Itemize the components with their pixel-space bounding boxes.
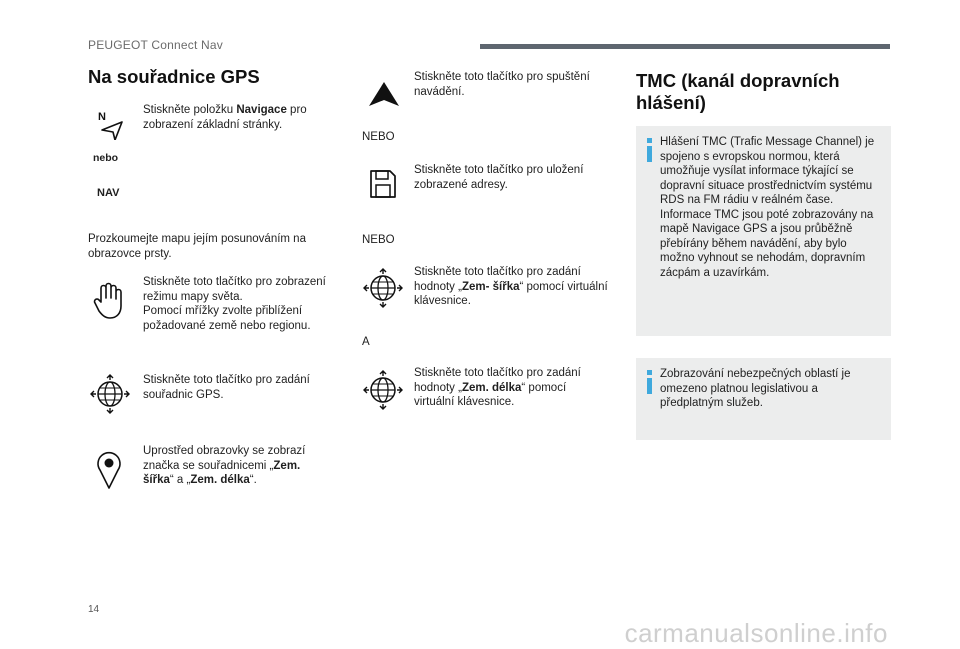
info-note-tmc-text: Hlášení TMC (Trafic Message Channel) je spojeno s evropskou normou, která umožňuje vysílat informace týkající se dopravní situace prostřednictvím systému RDS na FM rádiu v reálném čase. Informace TMC jsou poté zobrazovány na mapě Navigace GPS a jsou průběžně přebírány během navádění, aby bylo možno vyhnout se nehodám, dopravním zácpám a uzavírkám. — [660, 136, 875, 279]
left-paragraph-4: Stiskněte toto tlačítko pro zadání souřadnic GPS. — [143, 374, 310, 401]
left-paragraph-1: Stiskněte položku Navigace pro zobrazení základní stránky. — [143, 104, 307, 131]
middle-paragraph-1: Stiskněte toto tlačítko pro spuštění navádění. — [414, 71, 590, 98]
info-icon — [645, 370, 654, 394]
page-number: 14 — [88, 604, 100, 615]
label-nebo-1: NEBO — [362, 131, 395, 143]
hand-icon — [92, 282, 126, 320]
info-note-danger-zones — [636, 358, 891, 440]
nav-n-letter: N — [98, 111, 106, 123]
navigation-start-icon — [367, 80, 401, 108]
middle-paragraph-4: Stiskněte toto tlačítko pro zadání hodnoty „Zem. délka“ pomocí virtuální klávesnice. — [414, 367, 581, 408]
globe-arrows-icon — [90, 374, 130, 414]
info-note-danger-zones-text: Zobrazování nebezpečných oblastí je omezeno platnou legislativou a předplatným služeb. — [660, 368, 851, 409]
left-paragraph-3: Stiskněte toto tlačítko pro zobrazení režimu mapy světa. Pomocí mřížky zvolte přiblížení požadované země nebo regionu. — [143, 276, 326, 332]
label-nebo: nebo — [93, 152, 119, 164]
save-icon — [368, 168, 398, 200]
middle-paragraph-2: Stiskněte toto tlačítko pro uložení zobrazené adresy. — [414, 164, 584, 191]
label-a: A — [362, 336, 370, 348]
section-title-tmc: TMC (kanál dopravních hlášení) — [636, 70, 840, 113]
location-pin-icon — [95, 448, 123, 490]
info-note-tmc — [636, 126, 891, 336]
middle-paragraph-3: Stiskněte toto tlačítko pro zadání hodnoty „Zem- šířka“ pomocí virtuální klávesnice. — [414, 266, 608, 307]
left-paragraph-2: Prozkoumejte mapu jejím posunováním na obrazovce prsty. — [88, 233, 306, 260]
watermark: carmanualsonline.info — [624, 618, 888, 648]
info-icon — [645, 138, 654, 162]
globe-arrows-icon — [363, 370, 403, 410]
header-bar — [480, 44, 890, 49]
section-title-gps: Na souřadnice GPS — [88, 66, 260, 87]
left-paragraph-5: Uprostřed obrazovky se zobrazí značka se souřadnicemi „Zem. šířka“ a „Zem. délka“. — [143, 445, 306, 486]
header-brand: PEUGEOT Connect Nav — [88, 38, 223, 52]
nav-arrow-icon — [98, 110, 126, 140]
globe-arrows-icon — [363, 268, 403, 308]
label-nebo-2: NEBO — [362, 234, 395, 246]
label-nav: NAV — [97, 187, 120, 199]
